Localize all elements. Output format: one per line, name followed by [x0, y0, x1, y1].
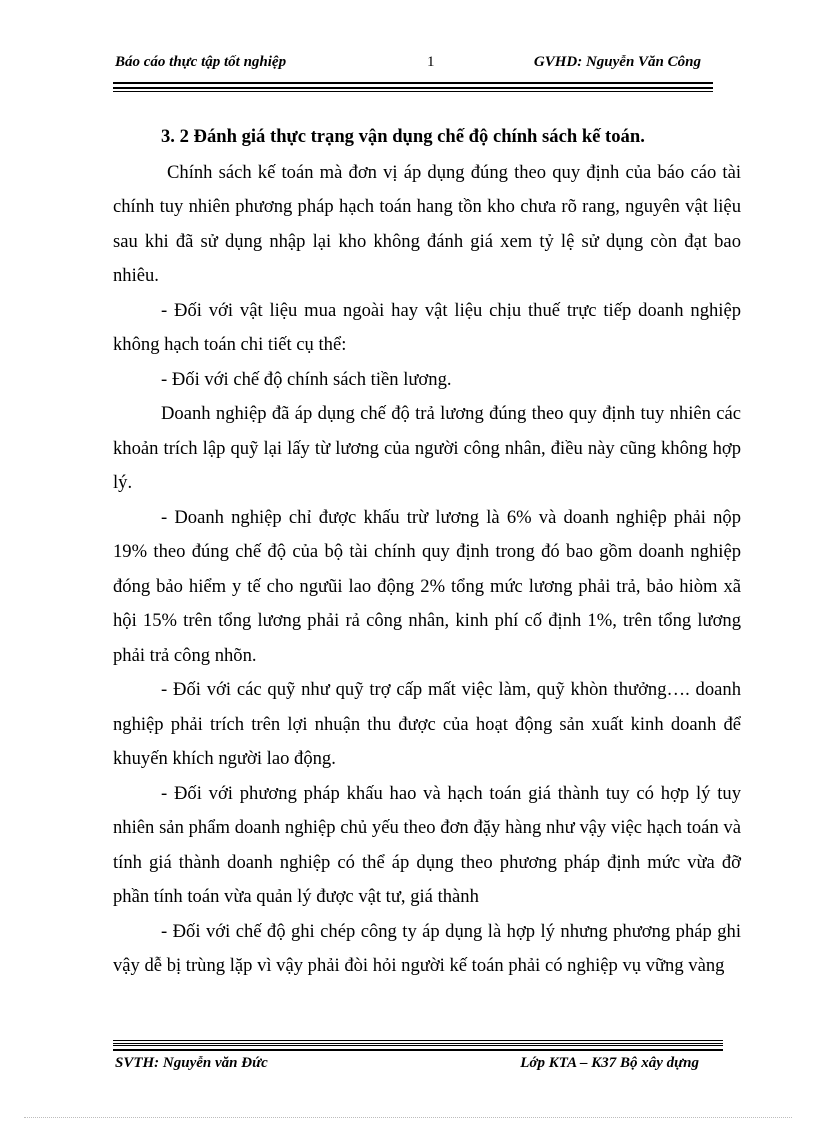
header-supervisor: GVHD: Nguyễn Văn Công	[533, 54, 701, 70]
footer-student: SVTH: Nguyễn văn Đức	[115, 1055, 268, 1071]
paragraph: Doanh nghiệp đã áp dụng chế độ trả lương đúng theo quy định tuy nhiên các khoản trích lập quỹ lại lấy từ lương của người công nhân, điều này cũng không hợp lý.	[113, 403, 741, 493]
page-body	[113, 120, 741, 984]
header-page-number: 1	[427, 54, 435, 70]
header-report-title: Báo cáo thực tập tốt nghiệp	[115, 54, 287, 70]
paragraph: - Đối với chế độ ghi chép công ty áp dụng là hợp lý nhưng phương pháp ghi vậy dễ bị trùng lặp vì vậy phải đòi hỏi người kế toán phải có nghiệp vụ vững vàng	[113, 920, 741, 976]
footer-rule-top	[113, 1040, 723, 1044]
paragraph: - Đối với chế độ chính sách tiền lương.	[161, 368, 452, 390]
paragraph: - Đối với các quỹ như quỹ trợ cấp mất việc làm, quỹ khòn thưởng…. doanh nghiệp phải trích trên lợi nhuận thu được của hoạt động sản xuất kinh doanh để khuyến khích người lao động.	[113, 679, 741, 769]
footer-rule-bottom	[113, 1045, 723, 1051]
page-edge-divider	[24, 1117, 792, 1118]
header-rule-bottom	[113, 88, 713, 92]
section-heading: 3. 2 Đánh giá thực trạng vận dụng chế độ chính sách kế toán.	[161, 126, 645, 147]
page-footer	[113, 1053, 699, 1077]
paragraph: - Đối với phương pháp khấu hao và hạch toán giá thành tuy có hợp lý tuy nhiên sản phẩm doanh nghiệp chủ yếu theo đơn đặy hàng như vậy việc hạch toán và tính giá thành doanh nghiệp có thể áp dụng theo phương pháp định mức vừa đỡ phần tính toán vừa quản lý được vật tư, giá thành	[113, 782, 741, 907]
page-header	[113, 50, 701, 78]
paragraph: - Đối với vật liệu mua ngoài hay vật liệu chịu thuế trực tiếp doanh nghiệp không hạch toán chi tiết cụ thể:	[113, 299, 741, 355]
paragraph: Chính sách kế toán mà đơn vị áp dụng đúng theo quy định của báo cáo tài chính tuy nhiên phương pháp hạch toán hang tồn kho chưa rõ rang, nguyên vật liệu sau khi đã sử dụng nhập lại kho không đánh giá xem tỷ lệ sử dụng còn đạt bao nhiêu.	[113, 161, 741, 286]
paragraph: - Doanh nghiệp chỉ được khấu trừ lương là 6% và doanh nghiệp phải nộp 19% theo đúng chế độ của bộ tài chính quy định trong đó bao gồm doanh nghiệp đóng bảo hiểm y tế cho ngưũi lao động 2% tổng mức lương phải trả, bảo hiòm xã hội 15% trên tổng lương phải rả công nhân, kinh phí cố định 1%, trên tổng lương phải trả công nhõn.	[113, 506, 741, 666]
footer-class: Lớp KTA – K37 Bộ xây dựng	[520, 1055, 699, 1071]
